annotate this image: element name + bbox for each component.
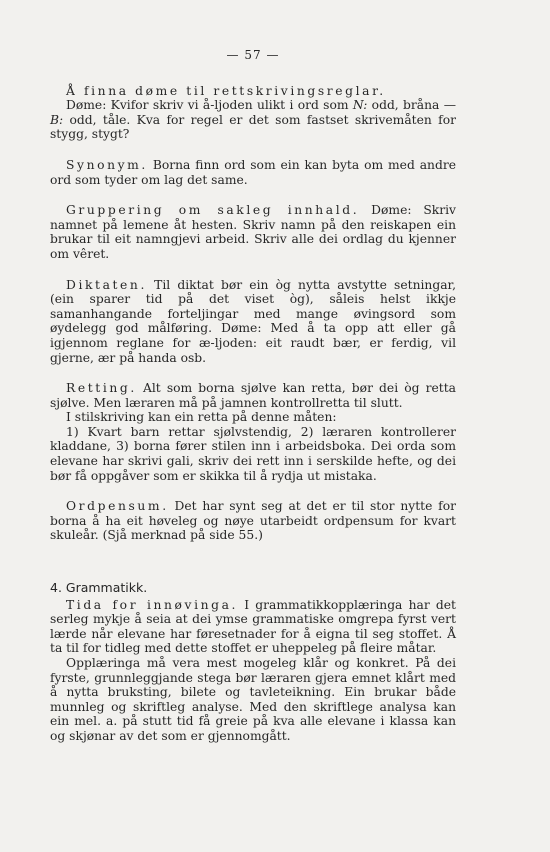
text-retting: Alt som borna sjølve kan retta, bør dei òg retta sjølve. Men læraren må på jamnen kontrollretta til slutt.	[50, 381, 456, 410]
heading-synonym: Synonym.	[66, 157, 148, 172]
text-rettskriving-n: N:	[352, 98, 368, 113]
heading-diktaten: Diktaten.	[66, 277, 147, 292]
paragraph-rettskriving	[50, 84, 456, 99]
heading-gruppering: Gruppering om sakleg innhald.	[66, 203, 360, 218]
paragraph-gruppering	[50, 203, 456, 261]
heading-retting: Retting.	[66, 381, 137, 396]
heading-ordpensum: Ordpensum.	[66, 499, 169, 514]
paragraph-diktaten	[50, 278, 456, 366]
text-ordpensum: Det har synt seg at det er til stor nytte for borna å ha eit høveleg og nøye utarbeidt ordpensum for kvart skuleår. (Sjå merknad på side 55.)	[50, 499, 456, 543]
paragraph-rettskriving-body	[50, 98, 456, 142]
text-gruppering: Døme: Skriv namnet på lemene åt hesten. Skriv namn på den reiskapen ein brukar til eit namngjevi arbeid. Skriv alle dei ordlag du kjenner om vêret.	[50, 203, 456, 261]
paragraph-tida	[50, 598, 456, 656]
text-rettskriving-1: Døme: Kvifor skriv vi å-ljoden ulikt i ord som	[66, 98, 353, 113]
text-rettskriving-2: odd, bråna —	[367, 98, 456, 113]
paragraph-retting	[50, 381, 456, 410]
paragraph-synonym	[50, 158, 456, 187]
text-rettskriving-3: odd, tåle. Kva for regel er det som fastset skrivemåten for stygg, stygt?	[50, 112, 456, 142]
heading-rettskriving: Å finna døme til rettskrivingsreglar.	[66, 83, 386, 98]
text-tida: I grammatikkopplæringa har det serleg mykje å seia at dei ymse grammatiske omgrepa fyrst vert lærde når elevane har føresetnader for å eigna til seg stoffet. Å ta til for tidleg med dette stoffet er uheppeleg på fleire måtar.	[50, 597, 457, 656]
text-synonym: Borna finn ord som ein kan byta om med andre ord som tyder om lag det same.	[50, 157, 456, 187]
text-rettskriving-b: B:	[50, 112, 64, 127]
text-diktaten: Til diktat bør ein òg nytta avstytte setningar, (ein sparer tid på det viset òg), såleis helst ikkje samanhangande forteljingar med mange øvingsord som øydelegg god målføring. Døme: Med å ta opp att eller gå igjennom reglane for æ-ljoden: eit raudt bær, er ferdig, vil gjerne, ær på handa osb.	[50, 277, 456, 365]
document-page	[50, 48, 456, 744]
paragraph-ordpensum	[50, 499, 456, 543]
heading-tida: Tida for innøvinga.	[66, 597, 239, 612]
paragraph-stilskriving: I stilskriving kan ein retta på denne måten:	[66, 410, 337, 425]
paragraph-opplaeringa: Opplæringa må vera mest mogeleg klår og konkret. På dei fyrste, grunnleggjande stega bør læraren gjera emnet klårt med å nytta bruksting, bilete og tavleteikning. Ein brukar både munnleg og skriftleg analyse. Med den skriftlege analysa kan ein mel. a. på stutt tid få greie på kva alle elevane i klassa kan og skjønar av det som er gjennomgått.	[50, 656, 456, 743]
section-title: 4. Grammatikk.	[50, 580, 148, 596]
page-number: — 57 —	[226, 48, 280, 62]
paragraph-retting-steps: 1) Kvart barn rettar sjølvstendig, 2) læraren kontrollerer kladdane, 3) borna fører stilen inn i arbeidsboka. Dei orda som elevane har skrivi gali, skriv dei rett inn i serskilde hefte, og dei bør få oppgåver som er skikka til å rydja ut mistaka.	[50, 424, 456, 483]
